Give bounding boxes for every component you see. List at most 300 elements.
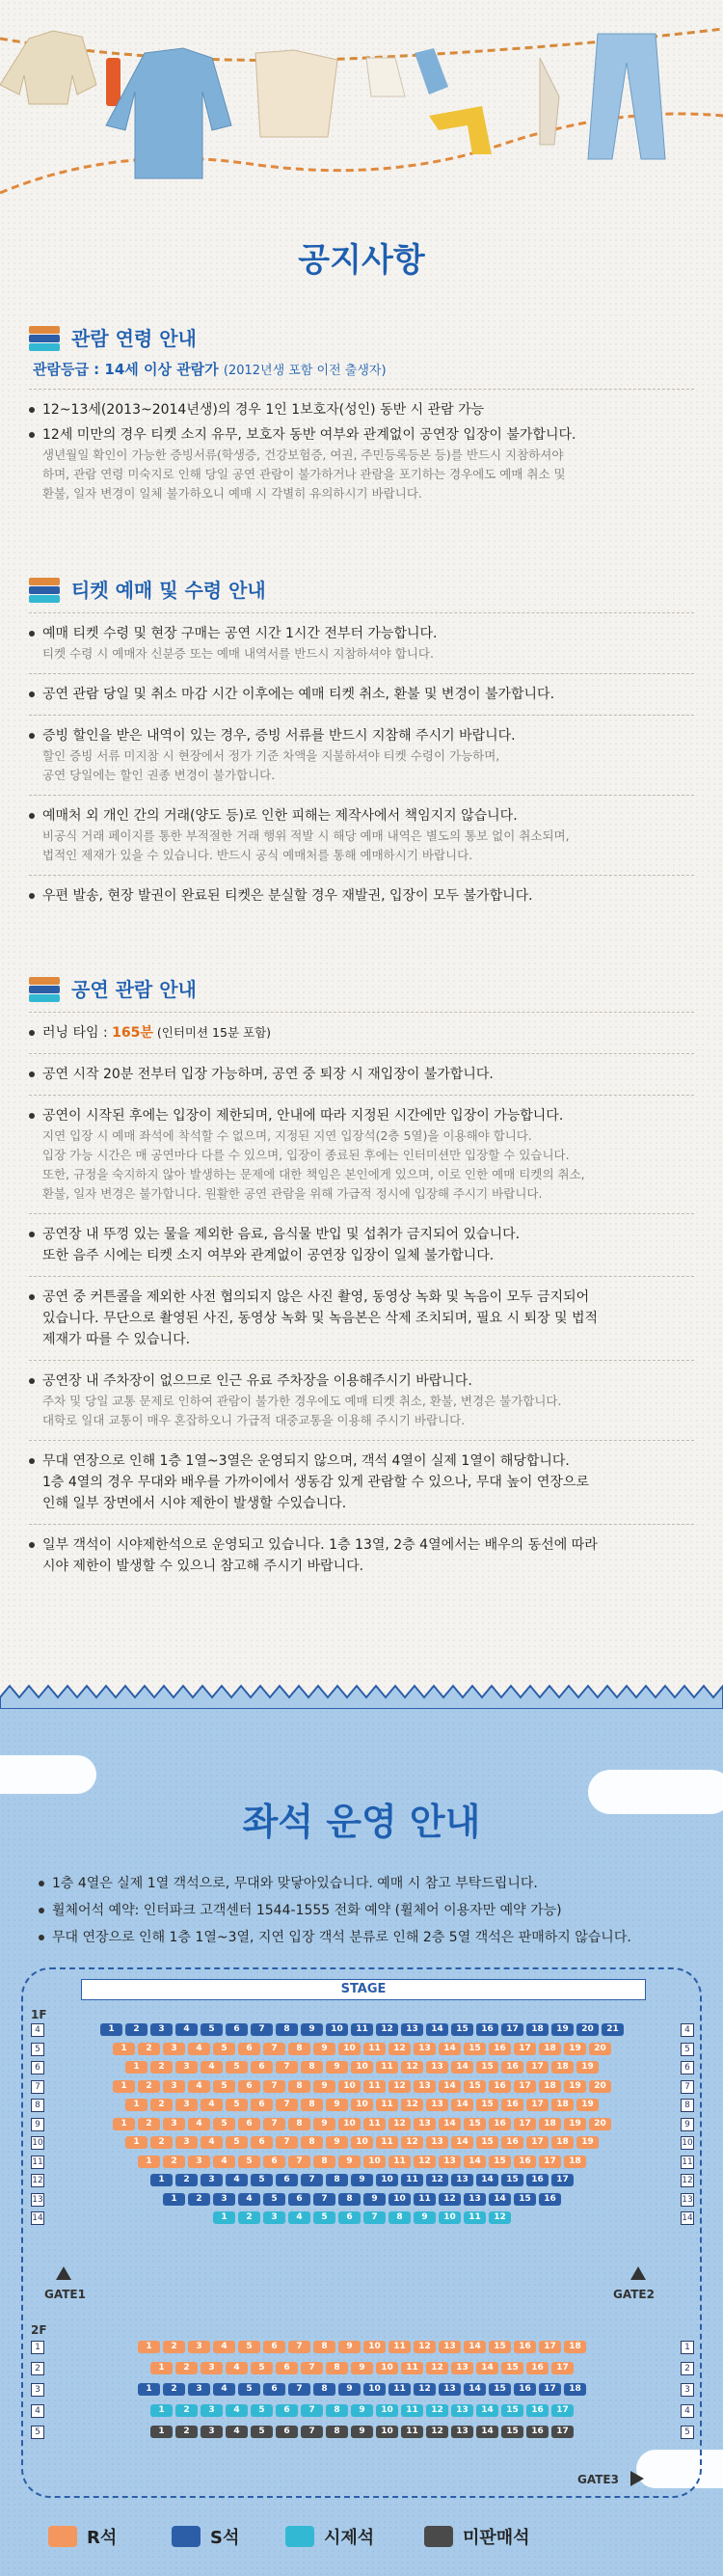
seat: 14 — [439, 2043, 461, 2055]
stage-label: STAGE — [81, 1979, 646, 2000]
seat: 16 — [501, 2061, 523, 2074]
seat: 8 — [288, 2043, 310, 2055]
item-text: 공연 관람 당일 및 취소 마감 시간 이후에는 예매 티켓 취소, 환불 및 변경이 불가합니다. — [42, 687, 555, 702]
seat: 5 — [213, 2080, 235, 2093]
item-text-line2: 시야 제한이 발생할 수 있으니 참고해 주시기 바랍니다. — [42, 1559, 364, 1574]
floor2-label: 2F — [31, 2323, 47, 2337]
legend-swatch — [172, 2526, 201, 2547]
seat: 2 — [138, 2043, 160, 2055]
item-text: 12~13세(2013~2014년생)의 경우 1인 1보호자(성인) 동반 시 관람 가능 — [42, 402, 485, 418]
seat: 2 — [163, 2383, 185, 2396]
seat: 14 — [464, 2341, 486, 2353]
seat: 9 — [326, 2061, 348, 2074]
seat: 21 — [602, 2023, 624, 2036]
seat: 11 — [401, 2404, 423, 2417]
seat: 18 — [551, 2136, 574, 2149]
seat: 7 — [301, 2362, 323, 2374]
seat: 7 — [276, 2099, 298, 2111]
seat: 13 — [464, 2193, 486, 2206]
tickets-icon — [29, 324, 62, 351]
seat: 6 — [251, 2099, 273, 2111]
seat: 5 — [226, 2136, 248, 2149]
seat: 18 — [539, 2080, 561, 2093]
legend-na — [424, 2524, 530, 2549]
row-label: 3 — [681, 2383, 694, 2397]
seat: 13 — [414, 2080, 436, 2093]
seat: 11 — [388, 2383, 411, 2396]
seat: 6 — [238, 2118, 260, 2130]
seat: 3 — [188, 2156, 210, 2168]
seat: 9 — [313, 2080, 335, 2093]
section-title: 관람 연령 안내 — [71, 327, 197, 350]
seat: 9 — [326, 2099, 348, 2111]
seat: 8 — [338, 2193, 361, 2206]
seat: 17 — [551, 2362, 574, 2374]
item-note: 할인 증빙 서류 미지참 시 현장에서 정가 기준 차액을 지불하셔야 티켓 수령이 가능하며, — [42, 748, 500, 763]
list-item — [29, 399, 694, 420]
seat: 9 — [351, 2426, 373, 2438]
seat: 3 — [163, 2080, 185, 2093]
seat: 4 — [288, 2211, 310, 2224]
seat: 7 — [363, 2211, 386, 2224]
seat: 14 — [426, 2023, 448, 2036]
item-text: 공연이 시작된 후에는 입장이 제한되며, 안내에 따라 지정된 시간에만 입장이 가능합니다. — [42, 1108, 564, 1124]
seat: 15 — [464, 2043, 486, 2055]
seat: 15 — [501, 2174, 523, 2186]
seat: 11 — [388, 2341, 411, 2353]
seat: 8 — [288, 2118, 310, 2130]
seat: 8 — [326, 2404, 348, 2417]
seat: 6 — [251, 2061, 273, 2074]
seat: 3 — [201, 2174, 223, 2186]
seat: 2 — [150, 2099, 173, 2111]
seat: 11 — [376, 2099, 398, 2111]
seat: 13 — [414, 2043, 436, 2055]
seat: 14 — [489, 2193, 511, 2206]
seat: 7 — [263, 2118, 285, 2130]
seat: 20 — [589, 2043, 611, 2055]
runtime — [29, 1022, 694, 1044]
seat: 17 — [526, 2099, 549, 2111]
seat: 10 — [338, 2080, 361, 2093]
seat: 6 — [263, 2341, 285, 2353]
seat: 7 — [263, 2043, 285, 2055]
seat: 4 — [213, 2341, 235, 2353]
seat: 7 — [313, 2193, 335, 2206]
seat: 11 — [376, 2136, 398, 2149]
seat: 11 — [363, 2043, 386, 2055]
seat: 2 — [138, 2118, 160, 2130]
seat: 1 — [125, 2099, 147, 2111]
seat: 9 — [326, 2136, 348, 2149]
item-text-line3: 인해 일부 장면에서 시야 제한이 발생할 수있습니다. — [42, 1496, 347, 1511]
row-label: 11 — [682, 2156, 693, 2167]
section-title: 공연 관람 안내 — [71, 978, 197, 1001]
seat: 9 — [338, 2341, 361, 2353]
section-heading — [29, 575, 694, 603]
item-note: 환불, 일자 변경이 일체 불가하오니 예매 시 각별히 유의하시기 바랍니다. — [42, 486, 422, 501]
legend-r — [48, 2524, 117, 2549]
seat: 10 — [363, 2156, 386, 2168]
seat: 15 — [489, 2383, 511, 2396]
row-label: 5 — [681, 2043, 694, 2056]
seat: 13 — [439, 2383, 461, 2396]
seat: 1 — [213, 2211, 235, 2224]
seat: 15 — [489, 2156, 511, 2168]
seat: 8 — [388, 2211, 411, 2224]
seat: 1 — [163, 2193, 185, 2206]
seat: 10 — [376, 2404, 398, 2417]
seat: 12 — [439, 2193, 461, 2206]
list-item — [29, 885, 694, 907]
seat: 1 — [150, 2174, 173, 2186]
seat: 4 — [226, 2362, 248, 2374]
row-label: 1 — [681, 2341, 694, 2354]
seat: 6 — [263, 2383, 285, 2396]
legend-swatch — [285, 2526, 314, 2547]
item-text: 예매처 외 개인 간의 거래(양도 등)로 인한 피해는 제작사에서 책임지지 않습니다. — [42, 808, 518, 824]
seat: 4 — [188, 2118, 210, 2130]
age-grade — [33, 359, 694, 379]
seat: 14 — [476, 2426, 498, 2438]
seat: 5 — [251, 2362, 273, 2374]
seat: 16 — [489, 2118, 511, 2130]
seat: 14 — [451, 2099, 473, 2111]
seat: 14 — [439, 2118, 461, 2130]
seat: 16 — [514, 2341, 536, 2353]
seat: 10 — [376, 2362, 398, 2374]
row-label: 4 — [681, 2023, 694, 2037]
seat: 16 — [489, 2043, 511, 2055]
row-label: 11 — [32, 2156, 43, 2167]
seat: 9 — [351, 2174, 373, 2186]
row-label: 10 — [682, 2138, 693, 2148]
list-item — [29, 1287, 694, 1350]
row-label: 8 — [681, 2099, 694, 2112]
zigzag-divider — [0, 1680, 723, 1709]
list-item — [29, 805, 694, 827]
seat: 16 — [526, 2404, 549, 2417]
clothesline-illustration — [0, 0, 723, 222]
seat: 7 — [288, 2383, 310, 2396]
seat: 13 — [414, 2118, 436, 2130]
seat: 5 — [226, 2061, 248, 2074]
seat: 12 — [388, 2043, 411, 2055]
seat: 14 — [476, 2404, 498, 2417]
gate2-arrow-icon — [630, 2266, 646, 2280]
seat: 12 — [426, 2404, 448, 2417]
seat: 9 — [414, 2211, 436, 2224]
seat: 11 — [401, 2426, 423, 2438]
row-label: 5 — [31, 2043, 44, 2056]
seat: 4 — [175, 2023, 198, 2036]
seat: 11 — [376, 2061, 398, 2074]
seat: 16 — [526, 2174, 549, 2186]
seat: 2 — [125, 2023, 147, 2036]
seat: 10 — [363, 2341, 386, 2353]
ticket-guide-section — [29, 575, 694, 907]
seat: 3 — [201, 2404, 223, 2417]
seat: 1 — [113, 2043, 135, 2055]
seat: 17 — [551, 2174, 574, 2186]
seat: 6 — [226, 2023, 248, 2036]
seat: 18 — [564, 2383, 586, 2396]
item-note: 지연 입장 시 예매 좌석에 착석할 수 없으며, 지정된 지연 입장석(2층 5열)을 이용해야 합니다. — [42, 1128, 532, 1143]
seat: 9 — [351, 2362, 373, 2374]
legend-label: 시제석 — [324, 2528, 375, 2548]
seat: 5 — [251, 2404, 273, 2417]
seat: 1 — [113, 2080, 135, 2093]
cloud-decoration — [0, 1755, 96, 1794]
seat-title: 좌석 운영 안내 — [242, 1801, 481, 1843]
seat: 13 — [439, 2156, 461, 2168]
seat: 3 — [175, 2136, 198, 2149]
seat: 5 — [201, 2023, 223, 2036]
row-label: 12 — [32, 2176, 43, 2185]
seat: 9 — [363, 2193, 386, 2206]
seat: 13 — [451, 2426, 473, 2438]
seat: 14 — [451, 2136, 473, 2149]
seat: 2 — [163, 2341, 185, 2353]
seat: 4 — [226, 2174, 248, 2186]
seat: 3 — [201, 2426, 223, 2438]
seat: 16 — [539, 2193, 561, 2206]
seat: 5 — [226, 2099, 248, 2111]
gate3-label: GATE3 — [577, 2473, 619, 2486]
seat: 1 — [150, 2404, 173, 2417]
seat: 2 — [175, 2174, 198, 2186]
seat: 12 — [388, 2118, 411, 2130]
seat: 19 — [576, 2099, 599, 2111]
row-label: 4 — [681, 2404, 694, 2418]
list-item — [39, 1900, 704, 1921]
seat: 2 — [175, 2362, 198, 2374]
seat: 15 — [501, 2426, 523, 2438]
seat: 8 — [326, 2174, 348, 2186]
seat: 1 — [150, 2426, 173, 2438]
item-text: 휠체어석 예약: 인터파크 고객센터 1544-1555 전화 예약 (휠체어 이용자만 예약 가능) — [52, 1903, 562, 1918]
seat: 6 — [288, 2193, 310, 2206]
seat: 3 — [175, 2099, 198, 2111]
item-note: 하며, 관람 연령 미숙지로 인해 당일 공연 관람이 불가하거나 관람을 포기하는 경우에도 예매 취소 및 — [42, 467, 566, 481]
item-text-line2: 1층 4열의 경우 무대와 배우를 가까이에서 생동감 있게 관람할 수 있으나, 무대 높이 연장으로 — [42, 1475, 589, 1490]
item-note: 입장 가능 시간은 매 공연마다 다를 수 있으며, 입장이 종료된 후에는 인터미션만 입장할 수 있습니다. — [42, 1148, 570, 1162]
seat: 20 — [589, 2080, 611, 2093]
list-item — [29, 725, 694, 746]
item-note: 또한, 규정을 숙지하지 않아 발생하는 문제에 대한 책임은 본인에게 있으며, 이로 인한 예매 티켓의 취소, — [42, 1167, 585, 1181]
seat: 1 — [138, 2156, 160, 2168]
seat: 12 — [414, 2341, 436, 2353]
row-label: 13 — [32, 2194, 43, 2205]
seat: 7 — [301, 2404, 323, 2417]
seat: 16 — [501, 2099, 523, 2111]
seat: 6 — [276, 2362, 298, 2374]
seat: 6 — [263, 2156, 285, 2168]
seat: 1 — [100, 2023, 122, 2036]
seat: 13 — [451, 2174, 473, 2186]
seat: 19 — [564, 2118, 586, 2130]
seat: 3 — [175, 2061, 198, 2074]
row-label: 10 — [32, 2138, 43, 2148]
seat: 16 — [526, 2426, 549, 2438]
seat: 2 — [163, 2156, 185, 2168]
seat: 13 — [426, 2061, 448, 2074]
seat: 3 — [163, 2118, 185, 2130]
gate1-arrow-icon — [56, 2266, 71, 2280]
seat: 12 — [426, 2174, 448, 2186]
seat: 14 — [451, 2061, 473, 2074]
grade-value: 14세 이상 관람가 — [104, 361, 219, 378]
seat: 9 — [313, 2118, 335, 2130]
seat: 3 — [188, 2341, 210, 2353]
item-note: 공연 당일에는 할인 권종 변경이 불가합니다. — [42, 768, 276, 782]
seat: 18 — [539, 2118, 561, 2130]
item-note: 대학로 일대 교통이 매우 혼잡하오니 가급적 대중교통을 이용해 주시기 바랍니다. — [42, 1413, 466, 1427]
seat: 14 — [476, 2362, 498, 2374]
seat: 10 — [351, 2061, 373, 2074]
seat: 9 — [338, 2383, 361, 2396]
seat: 7 — [301, 2174, 323, 2186]
seat: 8 — [313, 2156, 335, 2168]
row-label: 4 — [31, 2404, 44, 2418]
seat: 7 — [263, 2080, 285, 2093]
seat: 15 — [501, 2404, 523, 2417]
seat: 15 — [501, 2362, 523, 2374]
seat: 11 — [388, 2156, 411, 2168]
row-label: 13 — [682, 2194, 693, 2205]
legend-swatch — [424, 2526, 453, 2547]
seat: 13 — [451, 2362, 473, 2374]
seat: 11 — [414, 2193, 436, 2206]
item-text: 예매 티켓 수령 및 현장 구매는 공연 시간 1시간 전부터 가능합니다. — [42, 626, 438, 641]
seat: 5 — [238, 2383, 260, 2396]
seat: 18 — [526, 2023, 549, 2036]
seat: 8 — [313, 2341, 335, 2353]
seat: 4 — [201, 2099, 223, 2111]
seat: 5 — [251, 2174, 273, 2186]
row-label: 12 — [682, 2176, 693, 2185]
seat: 17 — [501, 2023, 523, 2036]
seat: 8 — [326, 2426, 348, 2438]
seat: 16 — [489, 2080, 511, 2093]
gate3-arrow-icon — [630, 2471, 644, 2486]
seat: 13 — [426, 2099, 448, 2111]
legend-label: S석 — [210, 2528, 240, 2548]
seat: 11 — [363, 2080, 386, 2093]
seat: 4 — [213, 2383, 235, 2396]
seat: 4 — [188, 2043, 210, 2055]
section-title: 티켓 예매 및 수령 안내 — [71, 579, 266, 602]
seat: 8 — [313, 2383, 335, 2396]
runtime-note: (인터미션 15분 포함) — [152, 1025, 272, 1040]
seat: 7 — [288, 2156, 310, 2168]
seat: 1 — [138, 2341, 160, 2353]
seat: 2 — [175, 2404, 198, 2417]
seat: 16 — [501, 2136, 523, 2149]
item-note: 환불, 일자 변경은 불가합니다. 원활한 공연 관람을 위해 가급적 정시에 입장해 주시기 바랍니다. — [42, 1186, 543, 1201]
item-text: 1층 4열은 실제 1열 객석으로, 무대와 맞닿아있습니다. 예매 시 참고 부탁드립니다. — [52, 1876, 538, 1891]
seat: 7 — [276, 2136, 298, 2149]
seat: 5 — [238, 2156, 260, 2168]
legend-label: 미판매석 — [463, 2528, 530, 2548]
row-label: 8 — [31, 2099, 44, 2112]
item-text: 무대 연장으로 인해 1층 1열~3열, 지연 입장 객석 분류로 인해 2층 5열 객석은 판매하지 않습니다. — [52, 1930, 631, 1945]
seat: 6 — [251, 2136, 273, 2149]
seat: 15 — [514, 2193, 536, 2206]
seat: 17 — [551, 2404, 574, 2417]
item-text: 우편 발송, 현장 발권이 완료된 티켓은 분실할 경우 재발권, 입장이 모두 불가합니다. — [42, 888, 533, 904]
row-label: 6 — [31, 2061, 44, 2074]
seat: 11 — [401, 2362, 423, 2374]
seat: 6 — [276, 2174, 298, 2186]
seat: 12 — [401, 2099, 423, 2111]
seat: 17 — [514, 2118, 536, 2130]
seat: 5 — [213, 2118, 235, 2130]
seat: 9 — [313, 2043, 335, 2055]
list-item — [29, 424, 694, 446]
seat: 11 — [363, 2118, 386, 2130]
seat: 8 — [301, 2136, 323, 2149]
item-text-line3: 제재가 따를 수 있습니다. — [42, 1332, 191, 1347]
grade-label: 관람등급 : — [33, 361, 105, 378]
seat: 10 — [326, 2023, 348, 2036]
seat: 8 — [326, 2362, 348, 2374]
seat: 10 — [376, 2426, 398, 2438]
seat: 12 — [426, 2426, 448, 2438]
seat: 14 — [464, 2383, 486, 2396]
item-text: 무대 연장으로 인해 1층 1열~3열은 운영되지 않으며, 객석 4열이 실제 1열이 해당합니다. — [42, 1453, 570, 1469]
row-label: 5 — [31, 2426, 44, 2439]
seat: 10 — [439, 2211, 461, 2224]
seat: 15 — [464, 2118, 486, 2130]
age-guide-section — [29, 323, 694, 503]
list-item — [39, 1873, 704, 1894]
list-item — [29, 684, 694, 705]
seat: 3 — [213, 2193, 235, 2206]
seat: 5 — [313, 2211, 335, 2224]
seat: 14 — [439, 2080, 461, 2093]
seat: 2 — [150, 2136, 173, 2149]
seat: 18 — [539, 2043, 561, 2055]
list-item — [29, 1534, 694, 1577]
seat: 12 — [388, 2080, 411, 2093]
list-item — [29, 1370, 694, 1392]
seat: 7 — [276, 2061, 298, 2074]
seat: 5 — [213, 2043, 235, 2055]
seat: 5 — [238, 2341, 260, 2353]
seat: 15 — [464, 2080, 486, 2093]
seat: 16 — [476, 2023, 498, 2036]
row-label: 5 — [681, 2426, 694, 2439]
row-label: 7 — [31, 2080, 44, 2094]
seat: 2 — [138, 2080, 160, 2093]
row-label: 6 — [681, 2061, 694, 2074]
gate2-label: GATE2 — [613, 2288, 655, 2301]
seat: 2 — [150, 2061, 173, 2074]
seat: 1 — [113, 2118, 135, 2130]
seat: 13 — [401, 2023, 423, 2036]
seat: 12 — [414, 2156, 436, 2168]
seat: 6 — [276, 2404, 298, 2417]
seat: 3 — [188, 2383, 210, 2396]
seat: 4 — [226, 2426, 248, 2438]
seat: 12 — [376, 2023, 398, 2036]
seat: 2 — [175, 2426, 198, 2438]
row-label: 7 — [681, 2080, 694, 2094]
item-text: 공연장 내 뚜껑 있는 물을 제외한 음료, 음식물 반입 및 섭취가 금지되어 있습니다. — [42, 1227, 521, 1242]
seat: 19 — [576, 2136, 599, 2149]
seat: 20 — [576, 2023, 599, 2036]
